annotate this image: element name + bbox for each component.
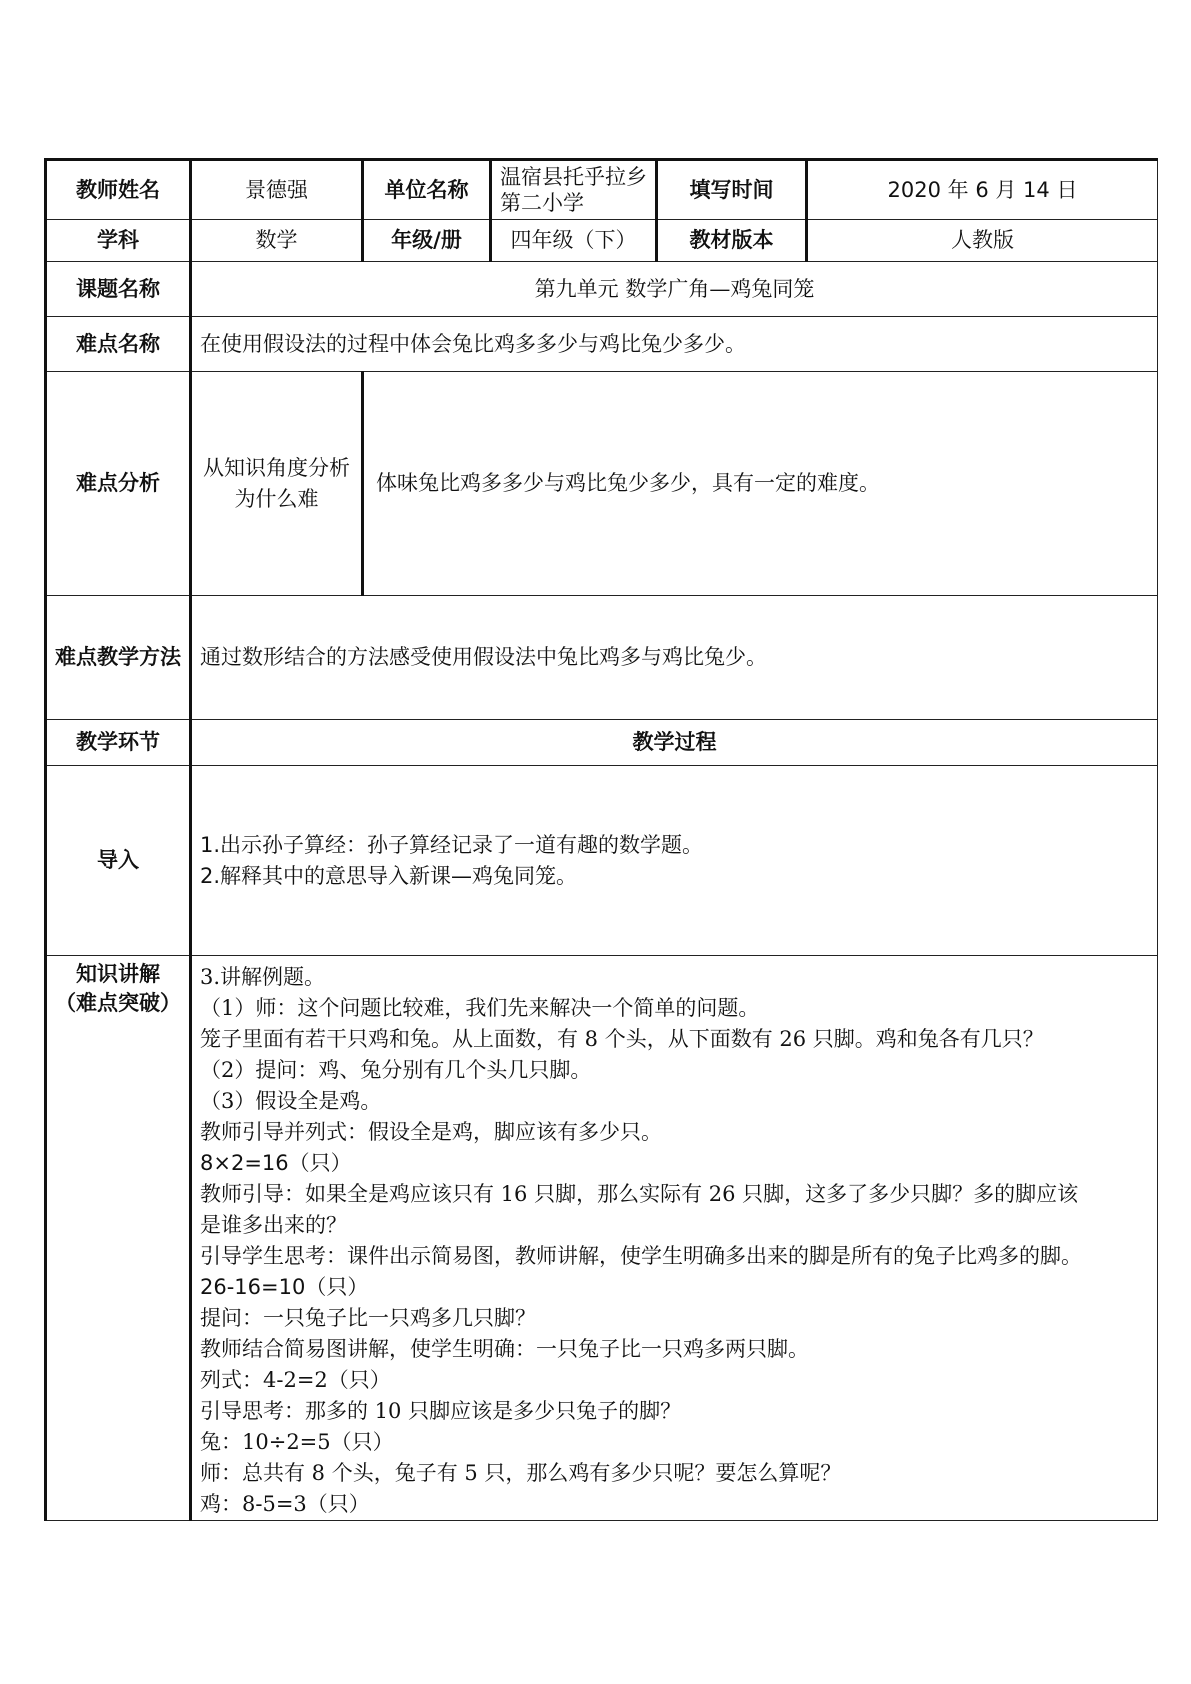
- grade-value: 四年级（下）: [491, 220, 657, 262]
- unit-value-line2: 第二小学: [500, 191, 584, 215]
- difficulty-value: 在使用假设法的过程中体会兔比鸡多多少与鸡比兔少多少。: [191, 317, 1158, 372]
- process-header-label: 教学过程: [191, 720, 1158, 766]
- knowledge-line: 26-16=10（只）: [200, 1275, 369, 1299]
- process-header-row: [46, 720, 1158, 766]
- intro-label: 导入: [46, 766, 191, 956]
- knowledge-line: 教师结合简易图讲解，使学生明确：一只兔子比一只鸡多两只脚。: [200, 1337, 809, 1361]
- date-label: 填写时间: [657, 160, 807, 220]
- knowledge-label-line1: 知识讲解: [76, 962, 160, 986]
- edition-value: 人教版: [807, 220, 1158, 262]
- knowledge-line: 3.讲解例题。: [200, 965, 326, 989]
- analysis-row: [46, 372, 1158, 596]
- knowledge-line: 是谁多出来的？: [200, 1213, 347, 1237]
- unit-value: [491, 160, 657, 220]
- knowledge-line: （3）假设全是鸡。: [200, 1089, 382, 1113]
- knowledge-line: 笼子里面有若干只鸡和兔。从上面数，有 8 个头，从下面数有 26 只脚。鸡和兔各有几只？: [200, 1027, 1044, 1051]
- subject-value: 数学: [191, 220, 363, 262]
- difficulty-label: 难点名称: [46, 317, 191, 372]
- knowledge-line: 教师引导：如果全是鸡应该只有 16 只脚，那么实际有 26 只脚，这多了多少只脚？多的脚应该: [200, 1182, 1079, 1206]
- knowledge-label: [46, 956, 191, 1521]
- unit-label: 单位名称: [363, 160, 491, 220]
- method-row: [46, 596, 1158, 720]
- header-row-2: [46, 220, 1158, 262]
- knowledge-line: 引导学生思考：课件出示简易图，教师讲解，使学生明确多出来的脚是所有的兔子比鸡多的脚。: [200, 1244, 1082, 1268]
- grade-label: 年级/册: [363, 220, 491, 262]
- difficulty-row: [46, 317, 1158, 372]
- knowledge-line: 列式：4-2=2（只）: [200, 1368, 391, 1392]
- header-row-1: [46, 160, 1158, 220]
- knowledge-content: [191, 956, 1158, 1521]
- topic-value: 第九单元 数学广角—鸡兔同笼: [191, 262, 1158, 317]
- method-label: 难点教学方法: [46, 596, 191, 720]
- topic-row: [46, 262, 1158, 317]
- knowledge-line: 教师引导并列式：假设全是鸡，脚应该有多少只。: [200, 1120, 662, 1144]
- topic-label: 课题名称: [46, 262, 191, 317]
- knowledge-line: 兔：10÷2=5（只）: [200, 1430, 394, 1454]
- analysis-sub-label: [191, 372, 363, 596]
- knowledge-line: 提问：一只兔子比一只鸡多几只脚？: [200, 1306, 536, 1330]
- method-value: 通过数形结合的方法感受使用假设法中兔比鸡多与鸡比兔少。: [191, 596, 1158, 720]
- knowledge-line: 8×2=16（只）: [200, 1151, 352, 1175]
- stage-header-label: 教学环节: [46, 720, 191, 766]
- knowledge-line: 师：总共有 8 个头，兔子有 5 只，那么鸡有多少只呢？要怎么算呢？: [200, 1461, 842, 1485]
- subject-label: 学科: [46, 220, 191, 262]
- knowledge-line: （1）师：这个问题比较难，我们先来解决一个简单的问题。: [200, 996, 760, 1020]
- teacher-label: 教师姓名: [46, 160, 191, 220]
- analysis-sub-label-line2: 为什么难: [234, 486, 319, 511]
- intro-line: 2.解释其中的意思导入新课—鸡兔同笼。: [200, 863, 578, 888]
- knowledge-label-line2: （难点突破）: [55, 991, 181, 1015]
- date-value: 2020 年 6 月 14 日: [807, 160, 1158, 220]
- analysis-label: 难点分析: [46, 372, 191, 596]
- knowledge-line: 引导思考：那多的 10 只脚应该是多少只兔子的脚？: [200, 1399, 682, 1423]
- knowledge-line: 鸡：8-5=3（只）: [200, 1492, 370, 1516]
- lesson-plan-table: [44, 158, 1158, 1521]
- knowledge-row: [46, 956, 1158, 1521]
- intro-row: [46, 766, 1158, 956]
- analysis-value: 体味兔比鸡多多少与鸡比兔少多少，具有一定的难度。: [363, 372, 1158, 596]
- teacher-value: 景德强: [191, 160, 363, 220]
- intro-line: 1.出示孙子算经：孙子算经记录了一道有趣的数学题。: [200, 832, 704, 857]
- unit-value-line1: 温宿县托乎拉乡: [500, 164, 647, 189]
- analysis-sub-label-line1: 从知识角度分析: [203, 456, 350, 481]
- knowledge-line: （2）提问：鸡、兔分别有几个头几只脚。: [200, 1058, 592, 1082]
- edition-label: 教材版本: [657, 220, 807, 262]
- intro-content: [191, 766, 1158, 956]
